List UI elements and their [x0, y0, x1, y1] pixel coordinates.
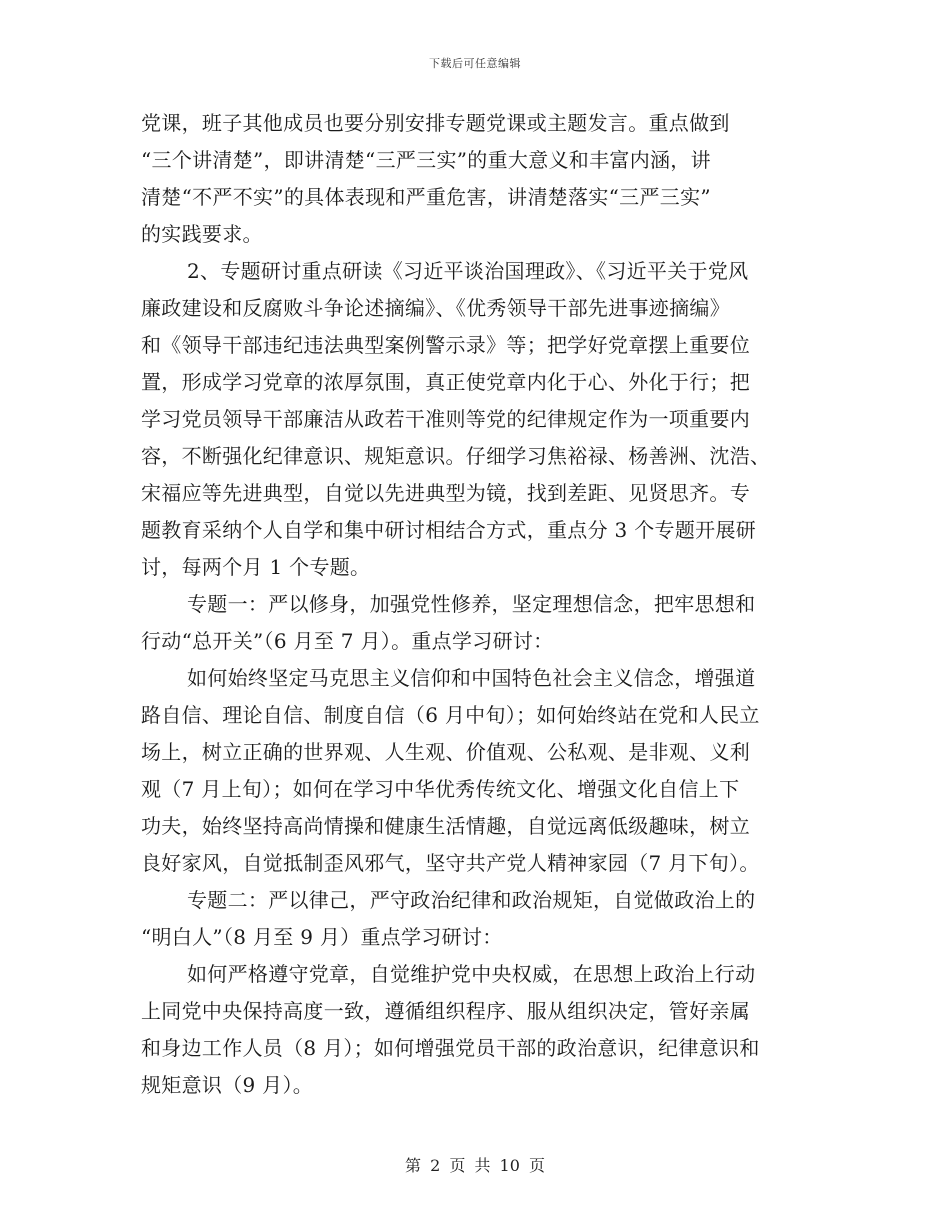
text-line: 路自信、理论自信、制度自信（6 月中旬）；如何始终站在党和人民立 — [141, 703, 760, 727]
text-line: 廉政建设和反腐败斗争论述摘编》、《优秀领导干部先进事迹摘编》 — [141, 296, 730, 320]
text-line: 讨，每两个月 1 个专题。 — [141, 555, 371, 579]
text-line: 行动“总开关”（6 月至 7 月）。重点学习研讨： — [141, 629, 554, 653]
text-line: 和身边工作人员（8 月）；如何增强党员干部的政治意识，纪律意识和 — [141, 1036, 760, 1060]
document-body — [141, 105, 811, 1104]
page-header-note: 下载后可任意编辑 — [429, 57, 521, 70]
text-line: 观（7 月上旬）；如何在学习中华优秀传统文化、增强文化自信上下 — [141, 777, 740, 801]
text-line: 的实践要求。 — [141, 222, 263, 246]
text-line: 如何严格遵守党章，自觉维护党中央权威，在思想上政治上行动 — [187, 962, 756, 986]
page-number-footer: 第 2 页 共 10 页 — [405, 1156, 545, 1175]
text-line: 党课，班子其他成员也要分别安排专题党课或主题发言。重点做到 — [141, 111, 730, 135]
text-line: 清楚“不严不实”的具体表现和严重危害，讲清楚落实“三严三实” — [141, 185, 711, 209]
text-line: 容，不断强化纪律意识、规矩意识。仔细学习焦裕禄、杨善洲、沈浩、 — [141, 444, 771, 468]
text-line: “明白人”（8 月至 9 月）重点学习研讨： — [141, 925, 503, 949]
text-line: 专题二：严以律己，严守政治纪律和政治规矩，自觉做政治上的 — [187, 888, 756, 912]
text-line: 场上，树立正确的世界观、人生观、价值观、公私观、是非观、义利 — [141, 740, 750, 764]
text-line: 置，形成学习党章的浓厚氛围，真正使党章内化于心、外化于行；把 — [141, 370, 750, 394]
text-line: 宋福应等先进典型，自觉以先进典型为镜，找到差距、见贤思齐。专 — [141, 481, 750, 505]
text-line: 规矩意识（9 月）。 — [141, 1073, 314, 1097]
text-line: 上同党中央保持高度一致，遵循组织程序、服从组织决定，管好亲属 — [141, 999, 750, 1023]
text-line: 良好家风，自觉抵制歪风邪气，坚守共产党人精神家园（7 月下旬）。 — [141, 851, 760, 875]
text-line: 和《领导干部违纪违法典型案例警示录》等；把学好党章摆上重要位 — [141, 333, 750, 357]
text-line: “三个讲清楚”，即讲清楚“三严三实”的重大意义和丰富内涵，讲 — [141, 148, 711, 172]
text-line: 功夫，始终坚持高尚情操和健康生活情趣，自觉远离低级趣味，树立 — [141, 814, 750, 838]
text-line: 专题一：严以修身，加强党性修养，坚定理想信念，把牢思想和 — [187, 592, 756, 616]
text-line: 题教育采纳个人自学和集中研讨相结合方式，重点分 3 个专题开展研 — [141, 518, 757, 542]
text-line: 2、专题研讨重点研读《习近平谈治国理政》、《习近平关于党风 — [187, 259, 749, 283]
text-line: 如何始终坚定马克思主义信仰和中国特色社会主义信念，增强道 — [187, 666, 756, 690]
text-line: 学习党员领导干部廉洁从政若干准则等党的纪律规定作为一项重要内 — [141, 407, 750, 431]
